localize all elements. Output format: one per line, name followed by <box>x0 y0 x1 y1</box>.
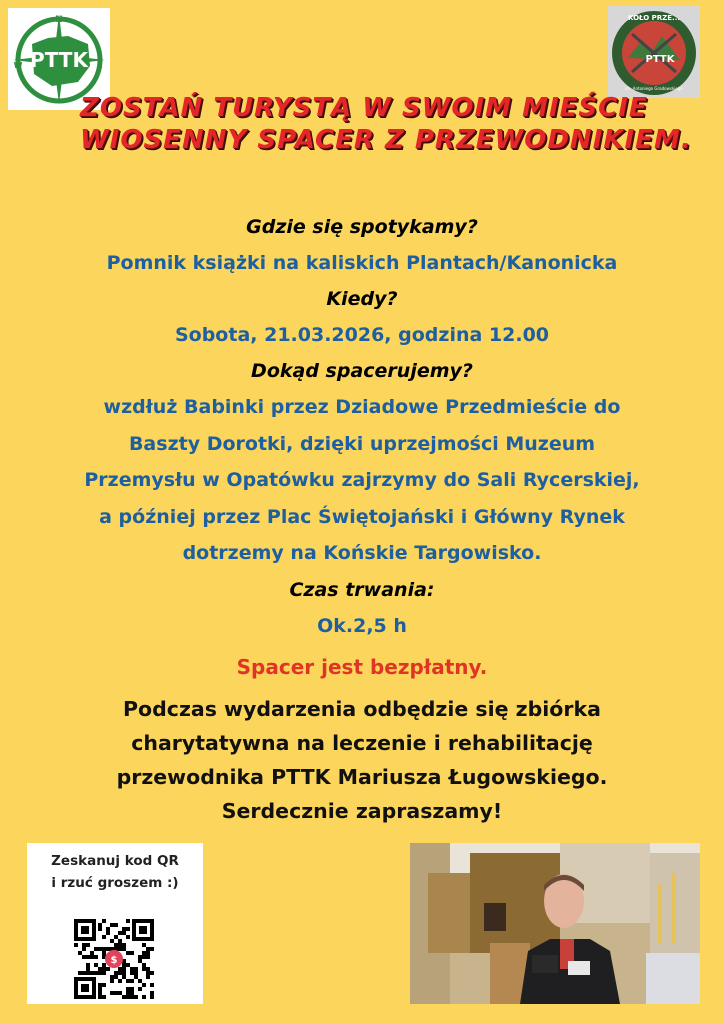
where-question: Gdzie się spotykamy? <box>246 216 478 238</box>
event-title <box>80 92 692 156</box>
event-details <box>20 209 704 828</box>
svg-text:PTTK: PTTK <box>645 54 675 65</box>
charity-notice <box>20 692 704 828</box>
where-answer: Pomnik książki na kaliskich Plantach/Kanonicka <box>106 252 618 274</box>
qr-code[interactable] <box>74 919 154 999</box>
qr-instructions <box>27 850 203 894</box>
svg-text:im. Antoniego Gradowskiego: im. Antoniego Gradowskiego <box>625 86 683 91</box>
svg-text:N: N <box>55 15 63 25</box>
duration-question: Czas trwania: <box>289 578 435 601</box>
route-answer <box>20 389 704 572</box>
charity-line: Serdecznie zapraszamy! <box>221 798 503 823</box>
free-notice: Spacer jest bezpłatny. <box>236 654 488 679</box>
qr-card <box>27 843 203 1004</box>
svg-text:$: $ <box>110 955 118 966</box>
title-line-2: WIOSENNY SPACER Z PRZEWODNIKIEM. <box>80 125 692 155</box>
charity-line: przewodnika PTTK Mariusza Ługowskiego. <box>116 764 608 789</box>
svg-text:KOŁO PRZE...: KOŁO PRZE... <box>627 14 681 22</box>
duration-answer: Ok.2,5 h <box>317 614 407 637</box>
when-answer: Sobota, 21.03.2026, godzina 12.00 <box>174 324 550 346</box>
route-line: Przemysłu w Opatówku zajrzymy do Sali Rycerskiej, <box>84 469 640 491</box>
route-line: wzdłuż Babinki przez Dziadowe Przedmieście do <box>103 396 621 418</box>
guide-photo <box>410 843 700 1004</box>
title-line-1: ZOSTAŃ TURYSTĄ W SWOIM MIEŚCIE <box>80 93 648 123</box>
when-question: Kiedy? <box>326 288 398 310</box>
svg-text:E: E <box>97 61 103 70</box>
svg-text:PTTK: PTTK <box>30 48 88 72</box>
route-line: dotrzemy na Końskie Targowisko. <box>182 542 542 564</box>
charity-line: Podczas wydarzenia odbędzie się zbiórka <box>123 696 601 721</box>
church-interior-image <box>410 843 700 1004</box>
qr-code-icon <box>74 919 154 999</box>
club-badge-icon <box>608 6 700 98</box>
route-question: Dokąd spacerujemy? <box>251 360 473 382</box>
qr-line-2: i rzuć groszem :) <box>51 875 179 891</box>
route-line: a później przez Plac Świętojański i Główny Rynek <box>99 505 625 528</box>
club-logo <box>608 6 700 98</box>
svg-text:W: W <box>13 61 23 70</box>
charity-line: charytatywna na leczenie i rehabilitację <box>131 730 593 755</box>
qr-line-1: Zeskanuj kod QR <box>51 853 179 869</box>
route-line: Baszty Dorotki, dzięki uprzejmości Muzeum <box>128 432 596 455</box>
